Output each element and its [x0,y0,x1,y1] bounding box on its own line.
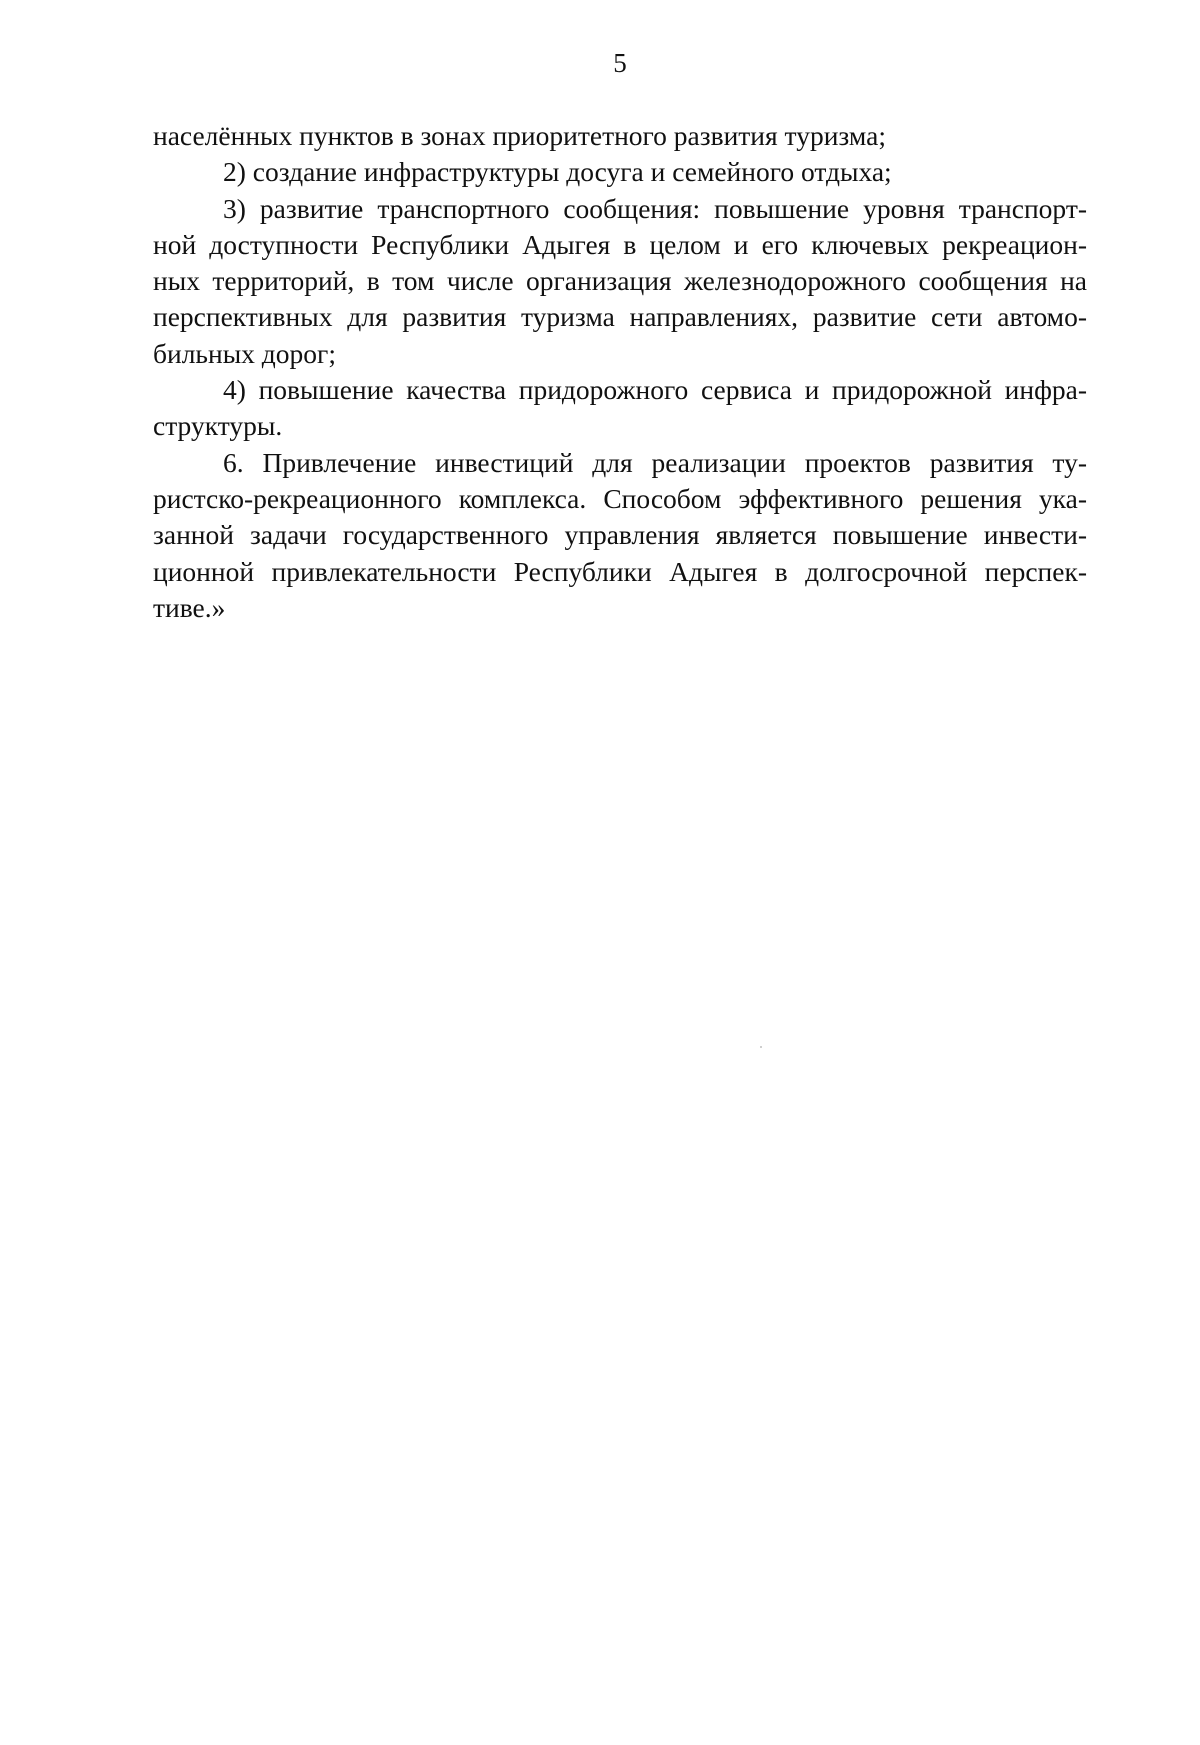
text-line: занной задачи государственного управления является повышение инвести- [153,519,1087,551]
text-line: ной доступности Республики Адыгея в целом и его ключевых рекреацион- [153,228,1087,260]
text-line: ционной привлекательности Республики Адыгея в долгосрочной перспек- [153,555,1087,587]
text-line: населённых пунктов в зонах приоритетного развития туризма; [153,120,886,151]
scan-speck [760,1046,762,1048]
text-line: 2) создание инфраструктуры досуга и семейного отдыха; [223,156,892,188]
document-body [153,118,1087,626]
text-line: структуры. [153,410,283,442]
text-line: 4) повышение качества придорожного сервиса и придорожной инфра- [223,374,1087,406]
page-number: 5 [613,48,627,78]
text-line: ристско-рекреационного комплекса. Способом эффективного решения ука- [153,482,1087,514]
text-line: ных территорий, в том числе организация железнодорожного сообщения на [153,265,1087,297]
text-line: 6. Привлечение инвестиций для реализации проектов развития ту- [223,446,1087,478]
text-line: 3) развитие транспортного сообщения: повышение уровня транспорт- [223,192,1087,224]
text-line: перспективных для развития туризма направлениях, развитие сети автомо- [153,301,1087,333]
text-line: бильных дорог; [153,337,336,369]
text-line: тиве.» [153,591,226,623]
